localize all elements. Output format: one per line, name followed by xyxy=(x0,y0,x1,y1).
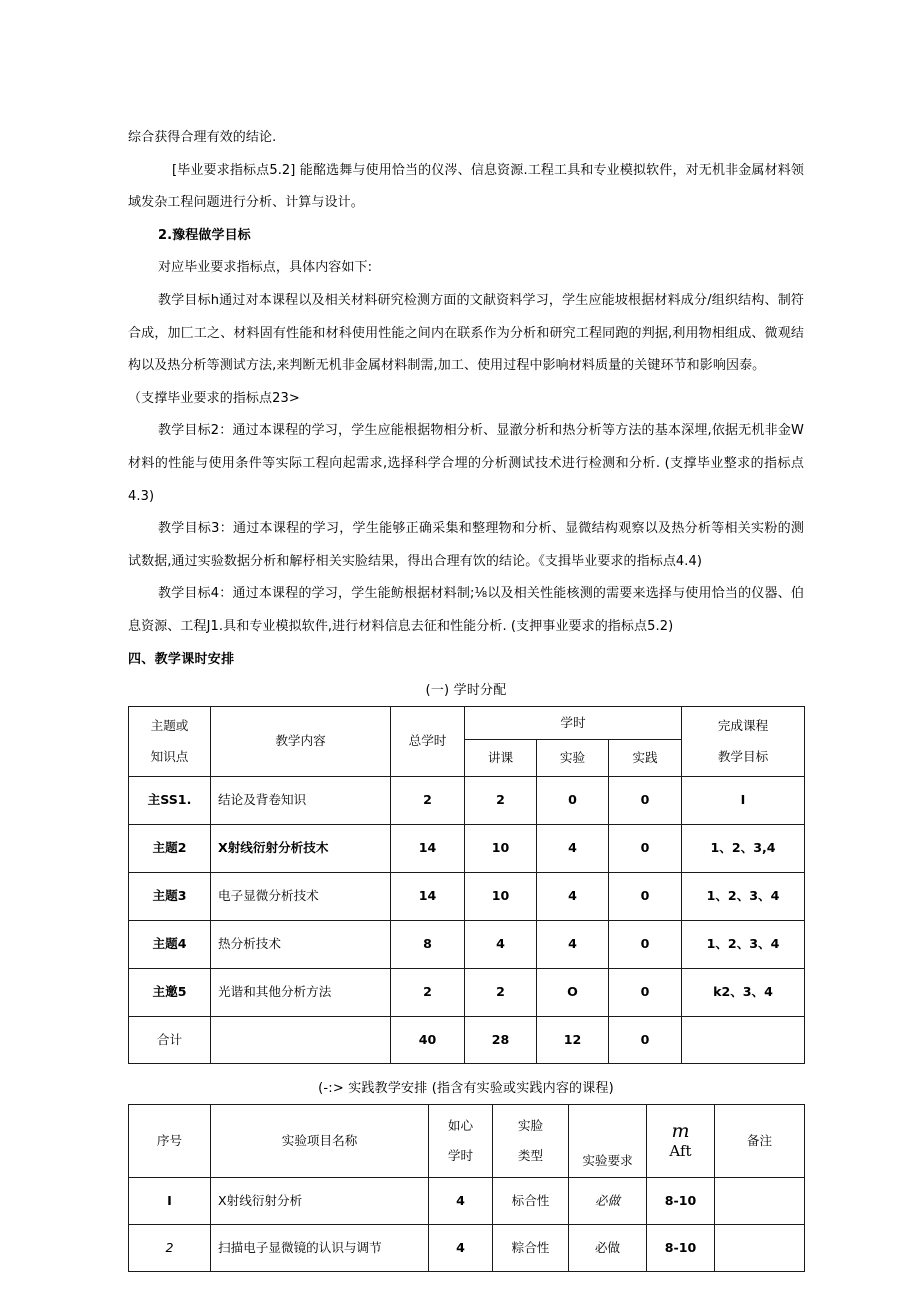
hours-allocation-table xyxy=(128,706,805,1064)
table2-header-no: 序号 xyxy=(129,1105,211,1178)
table1-row0-objectives: I xyxy=(682,777,805,825)
table2-row0-type: 标合性 xyxy=(493,1178,569,1225)
table1-header-practice: 实践 xyxy=(609,740,682,777)
table1-total-content xyxy=(211,1017,391,1064)
table1-row2-experiment: 4 xyxy=(537,873,609,921)
table1-row1-practice: 0 xyxy=(609,825,682,873)
table1-row1-total: 14 xyxy=(391,825,465,873)
table1-total-label: 合计 xyxy=(129,1017,211,1064)
table1-total-objectives xyxy=(682,1017,805,1064)
table1-row3-topic: 主题4 xyxy=(129,921,211,969)
paragraph-support-point-23: （支撑毕业要求的指标点23> xyxy=(128,390,300,406)
table1-total-total: 40 xyxy=(391,1017,465,1064)
table1-header-hours-group: 学时 xyxy=(465,707,682,740)
table2-row1-people: 8-10 xyxy=(647,1225,715,1272)
table1-row2-objectives: 1、2、3、4 xyxy=(682,873,805,921)
table1-row2-topic: 主题3 xyxy=(129,873,211,921)
table1-row1-experiment: 4 xyxy=(537,825,609,873)
paragraph-corresponding-points: 对应毕业要求指标点，具体内容如下: xyxy=(158,260,373,276)
table1-row3-experiment: 4 xyxy=(537,921,609,969)
table1-row4-lecture: 2 xyxy=(465,969,537,1017)
table2-row1-note xyxy=(715,1225,805,1272)
table1-row1-objectives: 1、2、3,4 xyxy=(682,825,805,873)
table1-row4-topic: 主邀5 xyxy=(129,969,211,1017)
table2-header-type-line1: 实脸 xyxy=(517,1117,544,1133)
paragraph-grad-req-52: [毕业要求指标点5.2] 能酩选舞与使用恰当的仪涔、信息资源.工程工具和专业模拟软件，对无机非金属材料领域发杂工程问题进行分析、计算与设计。 xyxy=(128,162,804,211)
table2-header-hours-line2: 学时 xyxy=(447,1148,474,1164)
table2-row0-name: X射线衍射分析 xyxy=(211,1178,429,1225)
table2-header-people-line2: Aft xyxy=(669,1142,692,1161)
table1-row3-total: 8 xyxy=(391,921,465,969)
table1-row4-content: 光谐和其他分析方法 xyxy=(211,969,391,1017)
table1-header-topic-line1: 主题或 xyxy=(150,718,189,734)
table2-row1-requirement: 必做 xyxy=(569,1225,647,1272)
practice-teaching-table xyxy=(128,1104,805,1272)
paragraph-objective-2: 教学目标2：通过本课程的学习，学生应能根据物相分析、显澈分析和热分析等方法的基本深埋,依据无机非金W材料的性能与使用条件等实际工程向起需求,选择科学合埋的分析测试技术进行检测和分析. (支撑毕业整求的指标点4.3) xyxy=(128,423,804,504)
paragraph-objective-4: 教学目标4：通过本课程的学习，学生能鲂根据材料制;⅛以及相关性能核测的需要来选择与使用恰当的仪器、伯息资源、工程J1.具和专业模拟软件,进行材料信息去征和性能分析. (支押事业要求的指标点5.2) xyxy=(128,586,804,634)
table1-row0-content: 结论及背卷知识 xyxy=(211,777,391,825)
table2-header-requirement: 实验要求 xyxy=(569,1105,647,1178)
paragraph-objective-3: 教学目标3：通过本课程的学习，学生能够正确采集和整理物和分析、显微结构观察以及热分析等相关实粉的测试数据,通过实验数据分析和解杼相关实脸结果，得出合理有饮的结论。《支揖毕业要求的指标点4.4) xyxy=(128,521,804,569)
table1-row0-lecture: 2 xyxy=(465,777,537,825)
table2-header-type-line2: 类型 xyxy=(517,1148,544,1164)
table1-header-topic xyxy=(129,707,211,777)
table-row xyxy=(129,825,805,873)
table1-row0-total: 2 xyxy=(391,777,465,825)
table1-row3-lecture: 4 xyxy=(465,921,537,969)
table1-total-lecture: 28 xyxy=(465,1017,537,1064)
table1-header-total-hours: 总学时 xyxy=(391,707,465,777)
table-row xyxy=(129,1178,805,1225)
table-row xyxy=(129,777,805,825)
table2-row0-people: 8-10 xyxy=(647,1178,715,1225)
table2-row1-type: 粽合性 xyxy=(493,1225,569,1272)
table2-header-hours-line1: 如心 xyxy=(447,1117,474,1133)
table1-total-row xyxy=(129,1017,805,1064)
table1-row2-total: 14 xyxy=(391,873,465,921)
table1-row4-total: 2 xyxy=(391,969,465,1017)
table1-header-objectives xyxy=(682,707,805,777)
table2-row0-no: I xyxy=(129,1178,211,1225)
table1-row4-practice: 0 xyxy=(609,969,682,1017)
table1-total-experiment: 12 xyxy=(537,1017,609,1064)
table1-row1-content: X射线衍射分析技木 xyxy=(211,825,391,873)
table2-header-type xyxy=(493,1105,569,1178)
table-row xyxy=(129,873,805,921)
table1-row1-lecture: 10 xyxy=(465,825,537,873)
table1-header-objectives-line1: 完成课程 xyxy=(717,718,769,734)
table1-row4-objectives: k2、3、4 xyxy=(682,969,805,1017)
table-row xyxy=(129,1225,805,1272)
table1-header-content: 教学内容 xyxy=(211,707,391,777)
table1-row3-objectives: 1、2、3、4 xyxy=(682,921,805,969)
table1-total-practice: 0 xyxy=(609,1017,682,1064)
table1-row3-practice: 0 xyxy=(609,921,682,969)
table1-row0-experiment: 0 xyxy=(537,777,609,825)
table2-row0-note xyxy=(715,1178,805,1225)
table1-row3-content: 热分析技术 xyxy=(211,921,391,969)
table1-header-lecture: 讲课 xyxy=(465,740,537,777)
table-row xyxy=(129,921,805,969)
table2-header-note: 备注 xyxy=(715,1105,805,1178)
table1-row0-practice: 0 xyxy=(609,777,682,825)
table1-header-objectives-line2: 教学目标 xyxy=(717,748,769,764)
table1-row1-topic: 主题2 xyxy=(129,825,211,873)
table1-caption: (一) 学时分配 xyxy=(425,683,507,699)
paragraph-objective-1: 教学目标h通过对本课程以及相关材料研究检测方面的文献资料学习，学生应能坡根据材料成分/组织结构、制符合成，加匚工之、材料固有性能和材科使用性能之间内在联系作为分析和研究工程同跑的判据,利用物相组成、微观结构以及热分析等测试方法,来判断无机非金属材料制需,加工、使用过程中影响材料质量的关键环节和影响因泰。 xyxy=(128,292,804,374)
table2-header-hours xyxy=(429,1105,493,1178)
table2-row1-hours: 4 xyxy=(429,1225,493,1272)
document-body xyxy=(128,122,804,1272)
table1-header-experiment: 实验 xyxy=(537,740,609,777)
table2-header-people-line1: m xyxy=(671,1119,690,1142)
table2-header-name: 实验项目名称 xyxy=(211,1105,429,1178)
table1-row2-lecture: 10 xyxy=(465,873,537,921)
table2-row0-hours: 4 xyxy=(429,1178,493,1225)
table2-header-row xyxy=(129,1105,805,1178)
table2-row1-no: 2 xyxy=(129,1225,211,1272)
table2-header-people xyxy=(647,1105,715,1178)
table2-row0-requirement: 必做 xyxy=(569,1178,647,1225)
table1-row4-experiment: O xyxy=(537,969,609,1017)
table1-header-topic-line2: 知识点 xyxy=(150,748,189,764)
table2-row1-name: 扫描电子显微镜的认识与调节 xyxy=(211,1225,429,1272)
table-row xyxy=(129,969,805,1017)
table1-row2-content: 电子显微分析技术 xyxy=(211,873,391,921)
table1-row0-topic: 主SS1. xyxy=(129,777,211,825)
table1-header-row-1 xyxy=(129,707,805,740)
table2-caption: (-:> 实践教学安排 (指含有实验或实践内容的课程) xyxy=(318,1081,614,1097)
section-heading-schedule: 四、教学课时安排 xyxy=(128,651,235,667)
table1-row2-practice: 0 xyxy=(609,873,682,921)
paragraph-conclusion: 综合获得合理有效的结论. xyxy=(128,130,277,145)
heading-course-objectives: 2.豫程做学目标 xyxy=(158,227,251,243)
